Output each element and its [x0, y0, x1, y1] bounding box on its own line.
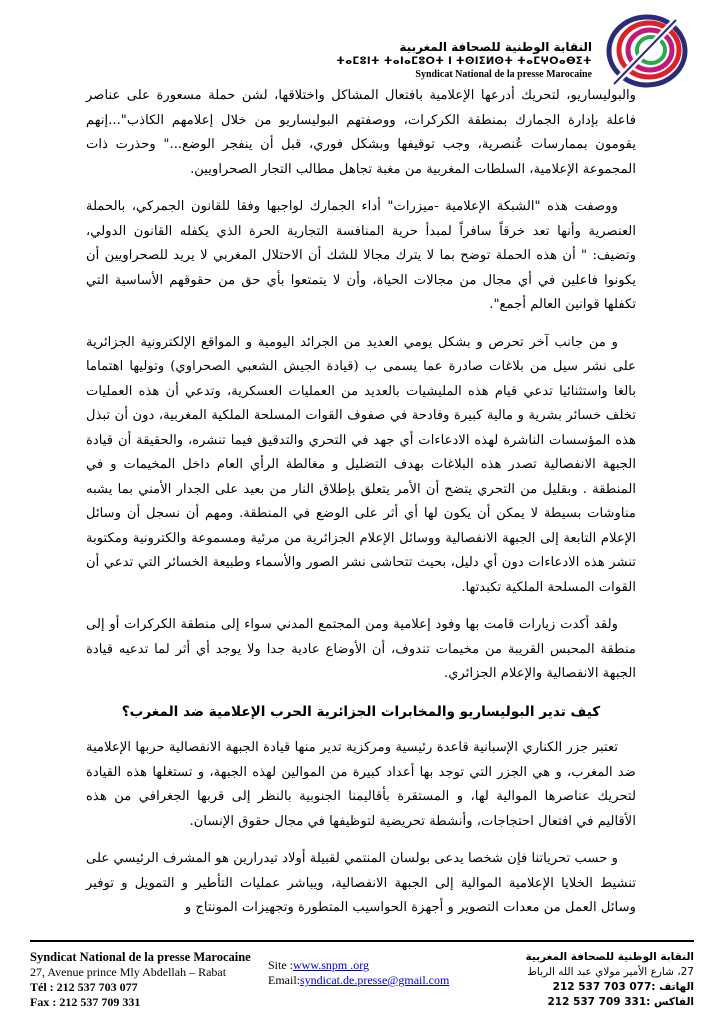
footer-fax: Fax : 212 537 709 331: [30, 995, 141, 1009]
fax-label-arabic: الفاكس :: [646, 996, 694, 1008]
page-footer: [0, 938, 724, 1024]
paragraph: ولقد أكدت زيارات قامت بها وفود إعلامية ومن المجتمع المدني سواء إلى منطقة الكركرات أو إلى منطقة المحبس القريبة من مخيمات تندوف، أن الأوضاع عادية جدا ولا يوجد أي أثر لما تدعيه قيادة الجبهة الانفصالية والإعلام الجزائري.: [86, 617, 636, 681]
footer-contact-french: [30, 950, 251, 1010]
page-header: [0, 0, 724, 86]
footer-address: 27, Avenue prince Mly Abdellah – Rabat: [30, 965, 227, 979]
footer-phone: Tél : 212 537 703 077: [30, 980, 138, 994]
org-name-arabic: النقابة الوطنية للصحافة المغربية: [399, 40, 592, 54]
footer-web-contact: [268, 958, 449, 988]
article-body: [86, 84, 636, 934]
phone-number: 212 537 703 077: [552, 981, 652, 993]
footer-contact-arabic: [525, 950, 694, 1010]
site-label: Site :: [268, 958, 294, 972]
paragraph: والبوليساريو، لتحريك أدرعها الإعلامية بافتعال المشاكل واختلاقها، لشن حملة مسعورة على عناصر فاعلة بإدارة الجمارك بمنطقة الكركرات، ووصفتهم البوليساريو من خلال إعلامهم الكاذب"...إنهم يقومون بممارسات عُنصرية، وجب توقيفها وبشكل فوري، قبل أن ينفجر الوضع..." وحذرت ذات المجموعة الإعلامية، السلطات المغربية من مغبة تجاهل مطالب التجار الصحراويين.: [86, 88, 636, 177]
paragraph: و حسب تحرياتنا فإن شخصا يدعى بولسان المنتمي لقبيلة أولاد تيدرارين هو المشرف الرئيسي على تنشيط الخلايا الإعلامية الموالية إلى الجبهة الانفصالية، ويباشر عمليات التأطير و التمويل و توفير وسائل العمل من معدات التصوير و أجهزة الحواسيب المتطورة وتجهيزات المونتاج و: [86, 851, 636, 915]
email-link[interactable]: syndicat.de.presse@gmail.com: [300, 973, 450, 987]
section-heading: كيف تدير البوليساريو والمخابرات الجزائرية الحرب الإعلامية ضد المغرب؟: [121, 703, 601, 720]
paragraph: تعتبر جزر الكناري الإسبانية قاعدة رئيسية ومركزية تدير منها قيادة الجبهة الانفصالية حربها الإعلامية ضد المغرب، و هي الجزر التي توجد بها أعداد كبيرة من الموالين لهذه الجبهة، و تستغلها هذه القيادة لتحريك عناصرها الموالية لها، و المستقرة بأقاليمنا الجنوبية بالنظر إلى قربها الجغرافي من هذه الأقاليم في افتعال احتجاجات، وأنشطة تحريضية لتوظيفها في مجال حقوق الإنسان.: [86, 740, 636, 829]
paragraph: و من جانب آخر تحرص و بشكل يومي العديد من الجرائد اليومية و المواقع الإلكترونية الجزائرية على نشر سيل من بلاغات صادرة عما يسمى ب (قيادة الجيش الشعبي الصحراوي) وتوليها اهتماما بالغا واستثنائيا تدعي قيام هذه المليشيات بالعديد من العمليات العسكرية، وتدعي أن هذه العمليات تخلف خسائر بشرية و مالية كبيرة وفادحة في صفوف القوات المسلحة الملكية المغربية، دون أن تبذل هذه المؤسسات الناشرة لهذه الادعاءات أي جهد في التحري والتدقيق فيما تنشره، والحقيقة أن قيادة الجبهة الانفصالية تصدر هذه البلاغات بهدف التضليل و مغالطة الرأي العام داخل المخيمات و في المنطقة . وبقليل من التحري يتضح أن الأمر يتعلق بإطلاق النار من بعيد على الجدار الأمني بما يشبه مناوشات بسيطة لا يمكن أن يكون لها أي أثر على الوضع في المنطقة. ومهم أن نسجل أن وسائل الإعلام التابعة إلى الجبهة الانفصالية ووسائل الإعلام الجزائرية من مرئية ومسموعة والكترونية ومكتوبة تنشر هذه الادعاءات دون أي دليل، بحيث تتحاشى نشر الصور والأسماء وطبيعة الخسائر التي تدعي أن القوات المسلحة الملكية تكبدتها.: [86, 334, 636, 595]
org-name-french: Syndicat National de la presse Marocaine: [415, 69, 592, 80]
paragraph: ووصفت هذه "الشبكة الإعلامية -ميزرات" أداء الجمارك لواجبها وفقا للقانون الجمركي، بالحملة العنصرية وأنها تعد خرقاً سافراً لمبدأ حرية المنافسة التجارية الحرة الذي يكفله القانون الدولي، وتضيف: " أن هذه الحملة توضح بما لا يترك مجالا للشك أن الاحتلال المغربي لا يريد للصحراويين أن يكونوا فاعلين في أي مجال من مجالات الحياة، وأن لا يتمتعوا بأي حق من حقوقهم الأساسية التي تكفلها قوانين العالم أجمع".: [86, 199, 636, 312]
footer-org-name: Syndicat National de la presse Marocaine: [30, 950, 251, 964]
email-label: Email:: [268, 973, 300, 987]
footer-divider: [30, 940, 694, 942]
footer-org-name-arabic: النقابة الوطنية للصحافة المغربية: [525, 951, 694, 963]
site-link[interactable]: www.snpm .org: [293, 958, 370, 972]
phone-label-arabic: الهاتف :: [651, 981, 694, 993]
snpm-logo-icon: [606, 14, 688, 88]
org-name-tifinagh: ⵜⴰⵎⵓⵏⵜ ⵜⴰⵏⴰⵎⵓⵔⵜ ⵏ ⵜⵙⵏⵉⵍⵙⵜ ⵜⴰⵎⵖⵔⴰⴱⵉⵜ: [336, 56, 592, 67]
fax-number: 212 537 709 331: [547, 996, 647, 1008]
footer-address-arabic: 27، شارع الأمير مولاي عبد الله الرباط: [527, 966, 694, 978]
